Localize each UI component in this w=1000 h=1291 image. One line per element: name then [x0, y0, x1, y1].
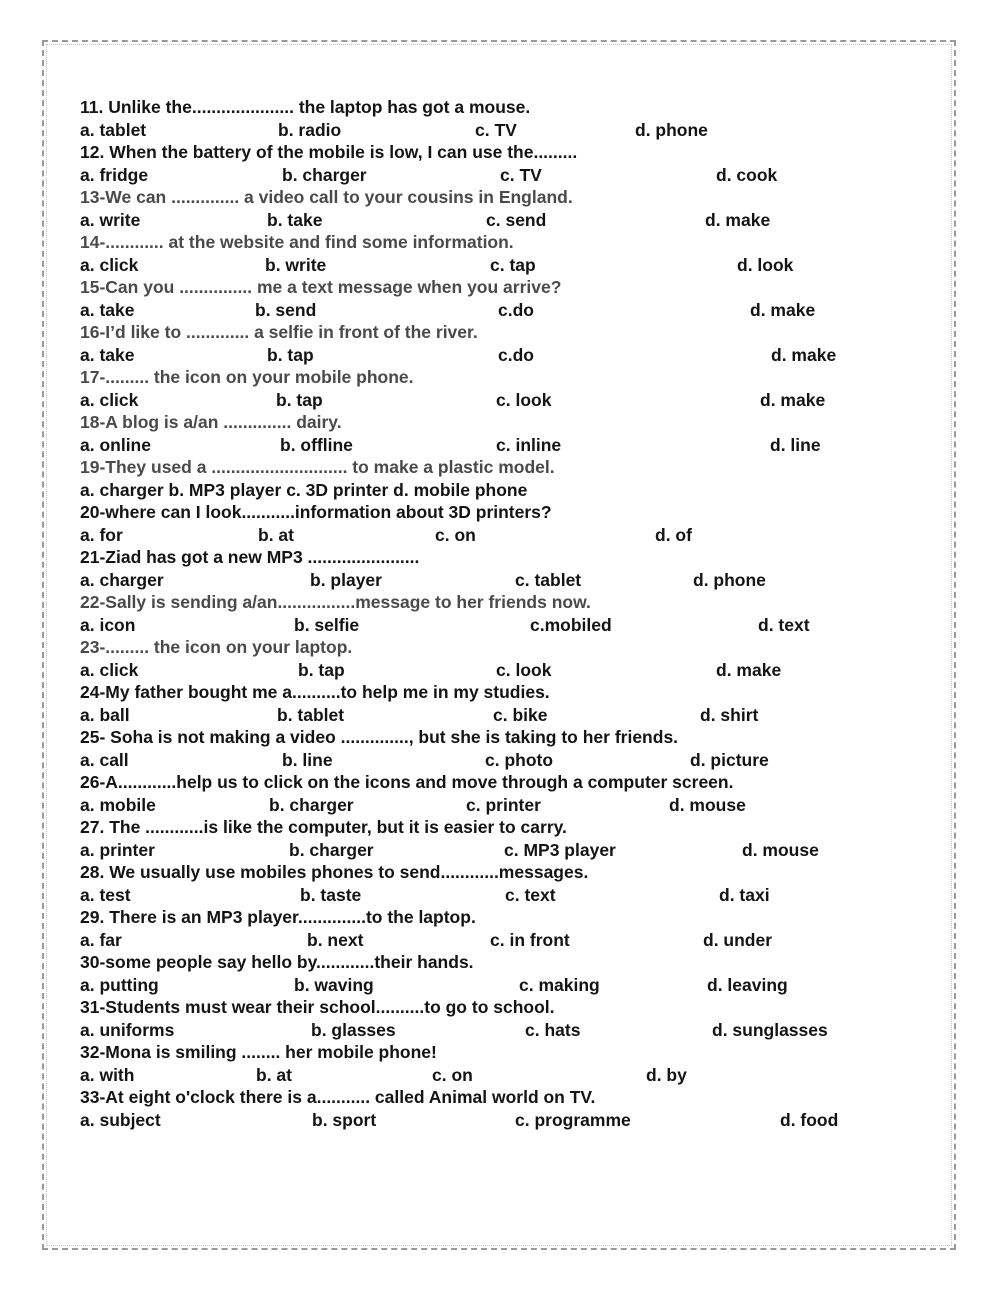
- option-d: d. make: [705, 209, 771, 230]
- option-c: c. programme: [515, 1109, 631, 1130]
- option-c: c. send: [486, 209, 547, 230]
- option-a: a. call: [80, 749, 129, 770]
- option-d: d. phone: [635, 119, 708, 140]
- option-b: b. taste: [300, 884, 362, 905]
- options-row: [80, 479, 940, 502]
- question-text: 31-Students must wear their school..........to go to school.: [80, 997, 555, 1017]
- option-d: d. taxi: [719, 884, 770, 905]
- option-b: b. tap: [298, 659, 345, 680]
- option-d: d. of: [655, 524, 692, 545]
- option-c: c. on: [435, 524, 476, 545]
- option-a: a. charger b. MP3 player c. 3D printer d. mobile phone: [80, 479, 528, 500]
- option-c: c. text: [505, 884, 556, 905]
- option-a: a. for: [80, 524, 123, 545]
- options-row: [80, 164, 940, 187]
- option-d: d. mouse: [669, 794, 746, 815]
- option-d: d. line: [770, 434, 821, 455]
- option-b: b. at: [256, 1064, 292, 1085]
- option-c: c. look: [496, 389, 552, 410]
- option-b: b. waving: [294, 974, 374, 995]
- question-text: 18-A blog is a/an .............. dairy.: [80, 412, 342, 432]
- options-row: [80, 704, 940, 727]
- question-text: 15-Can you ............... me a text message when you arrive?: [80, 277, 562, 297]
- option-c: c. look: [496, 659, 552, 680]
- question-text: 12. When the battery of the mobile is low, I can use the.........: [80, 142, 578, 162]
- option-c: c. inline: [496, 434, 562, 455]
- option-d: d. sunglasses: [712, 1019, 828, 1040]
- question-text: 28. We usually use mobiles phones to send............messages.: [80, 862, 589, 882]
- option-a: a. click: [80, 254, 139, 275]
- option-c: c. bike: [493, 704, 548, 725]
- options-row: [80, 974, 940, 997]
- question-text: 21-Ziad has got a new MP3 .......................: [80, 547, 420, 567]
- option-b: b. take: [267, 209, 323, 230]
- question-text: 16-I’d like to ............. a selfie in front of the river.: [80, 322, 478, 342]
- option-b: b. at: [258, 524, 294, 545]
- question-text: 22-Sally is sending a/an................message to her friends now.: [80, 592, 591, 612]
- question-text: 30-some people say hello by............their hands.: [80, 952, 474, 972]
- option-c: c.do: [498, 344, 534, 365]
- question-text: 11. Unlike the..................... the laptop has got a mouse.: [80, 97, 531, 117]
- options-row: [80, 254, 940, 277]
- options-row: [80, 659, 940, 682]
- option-b: b. charger: [282, 164, 367, 185]
- option-a: a. click: [80, 389, 139, 410]
- option-a: a. tablet: [80, 119, 147, 140]
- question-text: 14-............ at the website and find some information.: [80, 232, 514, 252]
- question-text: 20-where can I look...........information about 3D printers?: [80, 502, 552, 522]
- option-c: c. tablet: [515, 569, 582, 590]
- option-b: b. send: [255, 299, 317, 320]
- option-b: b. tablet: [277, 704, 345, 725]
- question-text: 27. The ............is like the computer, but it is easier to carry.: [80, 817, 567, 837]
- option-a: a. fridge: [80, 164, 149, 185]
- question-text: 26-A............help us to click on the icons and move through a computer screen.: [80, 772, 734, 792]
- options-row: [80, 299, 940, 322]
- options-row: [80, 1109, 940, 1132]
- question-text: 13-We can .............. a video call to your cousins in England.: [80, 187, 573, 207]
- option-c: c. on: [432, 1064, 473, 1085]
- option-d: d. food: [780, 1109, 839, 1130]
- options-row: [80, 1064, 940, 1087]
- option-b: b. tap: [267, 344, 314, 365]
- option-d: d. text: [758, 614, 810, 635]
- options-row: [80, 749, 940, 772]
- option-a: a. click: [80, 659, 139, 680]
- option-c: c.do: [498, 299, 534, 320]
- option-a: a. putting: [80, 974, 159, 995]
- option-b: b. offline: [280, 434, 353, 455]
- option-a: a. subject: [80, 1109, 161, 1130]
- option-d: d. make: [716, 659, 782, 680]
- option-b: b. tap: [276, 389, 323, 410]
- option-c: c. photo: [485, 749, 554, 770]
- option-a: a. uniforms: [80, 1019, 175, 1040]
- option-d: d. look: [737, 254, 794, 275]
- options-row: [80, 209, 940, 232]
- option-d: d. cook: [716, 164, 778, 185]
- option-a: a. with: [80, 1064, 135, 1085]
- options-row: [80, 1019, 940, 1042]
- option-d: d. phone: [693, 569, 766, 590]
- worksheet: [80, 96, 940, 1131]
- option-d: d. under: [703, 929, 773, 950]
- option-c: c.mobiled: [530, 614, 612, 635]
- option-c: c. printer: [466, 794, 541, 815]
- option-a: a. ball: [80, 704, 130, 725]
- option-b: b. write: [265, 254, 327, 275]
- options-row: [80, 524, 940, 547]
- option-a: a. take: [80, 344, 135, 365]
- option-a: a. mobile: [80, 794, 156, 815]
- option-d: d. make: [771, 344, 837, 365]
- option-b: b. selfie: [294, 614, 360, 635]
- option-c: c. in front: [490, 929, 570, 950]
- question-text: 25- Soha is not making a video .............., but she is taking to her friends.: [80, 727, 679, 747]
- option-b: b. charger: [289, 839, 374, 860]
- options-row: [80, 884, 940, 907]
- option-c: c. TV: [500, 164, 542, 185]
- option-b: b. sport: [312, 1109, 377, 1130]
- option-b: b. line: [282, 749, 333, 770]
- option-b: b. radio: [278, 119, 342, 140]
- option-a: a. far: [80, 929, 122, 950]
- option-d: d. shirt: [700, 704, 759, 725]
- option-b: b. charger: [269, 794, 354, 815]
- options-row: [80, 119, 940, 142]
- option-a: a. write: [80, 209, 141, 230]
- option-c: c. hats: [525, 1019, 581, 1040]
- option-d: d. mouse: [742, 839, 819, 860]
- option-c: c. TV: [475, 119, 517, 140]
- question-text: 29. There is an MP3 player..............to the laptop.: [80, 907, 476, 927]
- option-a: a. test: [80, 884, 131, 905]
- option-d: d. make: [750, 299, 816, 320]
- option-a: a. take: [80, 299, 135, 320]
- option-d: d. make: [760, 389, 826, 410]
- options-row: [80, 794, 940, 817]
- option-a: a. charger: [80, 569, 164, 590]
- option-a: a. icon: [80, 614, 136, 635]
- option-d: d. by: [646, 1064, 687, 1085]
- options-row: [80, 929, 940, 952]
- option-d: d. leaving: [707, 974, 788, 995]
- options-row: [80, 344, 940, 367]
- options-row: [80, 389, 940, 412]
- option-a: a. online: [80, 434, 151, 455]
- options-row: [80, 614, 940, 637]
- question-text: 23-......... the icon on your laptop.: [80, 637, 353, 657]
- question-text: 32-Mona is smiling ........ her mobile phone!: [80, 1042, 437, 1062]
- question-text: 33-At eight o'clock there is a........... called Animal world on TV.: [80, 1087, 596, 1107]
- question-text: 19-They used a ............................ to make a plastic model.: [80, 457, 555, 477]
- options-row: [80, 839, 940, 862]
- option-c: c. MP3 player: [504, 839, 616, 860]
- question-text: 24-My father bought me a..........to help me in my studies.: [80, 682, 550, 702]
- options-row: [80, 569, 940, 592]
- option-c: c. tap: [490, 254, 536, 275]
- options-row: [80, 434, 940, 457]
- option-b: b. glasses: [311, 1019, 396, 1040]
- option-a: a. printer: [80, 839, 155, 860]
- option-b: b. next: [307, 929, 364, 950]
- option-c: c. making: [519, 974, 600, 995]
- option-b: b. player: [310, 569, 382, 590]
- question-text: 17-......... the icon on your mobile phone.: [80, 367, 414, 387]
- option-d: d. picture: [690, 749, 769, 770]
